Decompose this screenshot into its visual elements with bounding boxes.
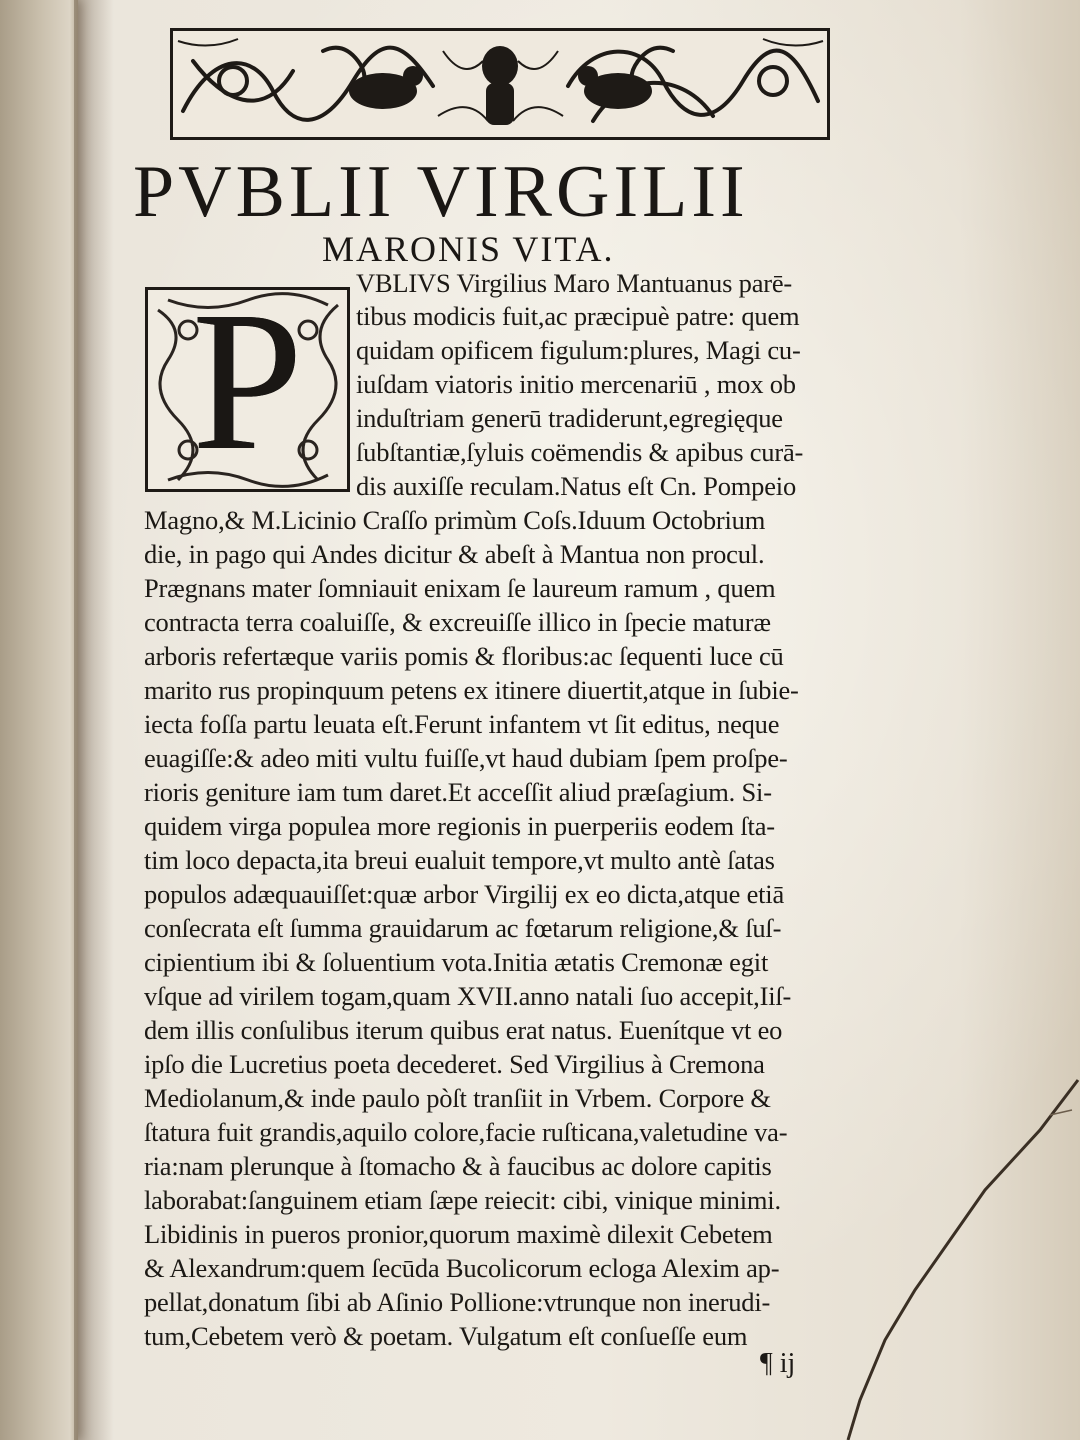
text-line: ſtatura fuit grandis,aquilo colore,facie ruſticana,valetudine va- [144, 1117, 788, 1147]
text-line: euagiſſe:& adeo miti vultu fuiſſe,vt haud dubiam ſpem proſpe- [144, 743, 788, 773]
text-line: quidam opificem figulum:plures, Magi cu- [356, 335, 801, 365]
text-line: iecta foſſa partu leuata eſt.Ferunt infantem vt ſit editus, neque [144, 709, 780, 739]
text-line: ria:nam plerunque à ſtomacho & à faucibus ac dolore capitis [144, 1151, 772, 1181]
text-line: dis auxiſſe reculam.Natus eſt Cn. Pompeio [356, 471, 797, 501]
text-line: VBLIVS Virgilius Maro Mantuanus parē- [356, 268, 793, 298]
text-line: Prægnans mater ſomniauit enixam ſe laureum ramum , quem [144, 573, 776, 603]
text-line: quidem virga populea more regionis in puerperiis eodem ſta- [144, 811, 775, 841]
text-line: tibus modicis fuit,ac præcipuè patre: quem [356, 301, 800, 331]
text-line: ſubſtantiæ,ſyluis coëmendis & apibus curā- [356, 437, 804, 467]
initial-letter: P [191, 287, 304, 492]
text-line: iuſdam viatoris initio mercenariū , mox ob [356, 369, 796, 399]
text-line: Mediolanum,& inde paulo pòſt tranſiit in Vrbem. Corpore & [144, 1083, 771, 1113]
signature-mark: ¶ ij [760, 1348, 796, 1379]
text-line: die, in pago qui Andes dicitur & abeſt à Mantua non procul. [144, 539, 765, 569]
text-line: Libidinis in pueros pronior,quorum maximè dilexit Cebetem [144, 1219, 773, 1249]
text-line: marito rus propinquum petens ex itinere diuertit,atque in ſubie- [144, 675, 799, 705]
text-line: dem illis conſulibus iterum quibus erat natus. Euenítque vt eo [144, 1015, 783, 1045]
text-line: rioris geniture iam tum daret.Et acceſſit aliud præſagium. Si- [144, 777, 772, 807]
text-line: ipſo die Lucretius poeta decederet. Sed Virgilius à Cremona [144, 1049, 765, 1079]
text-line: conſecrata eſt ſumma grauidarum ac fœtarum religione,& ſuſ- [144, 913, 782, 943]
text-line: tim loco depacta,ita breui eualuit tempore,vt multo antè ſatas [144, 845, 775, 875]
text-line: & Alexandrum:quem ſecūda Bucolicorum ecloga Alexim ap- [144, 1253, 780, 1283]
page-title: PVBLII VIRGILII [133, 151, 749, 233]
text-line: vſque ad virilem togam,quam XVII.anno natali ſuo accepit,Iiſ- [144, 981, 792, 1011]
text-line: populos adæquauiſſet:quæ arbor Virgilij ex eo dicta,atque etiā [144, 879, 785, 909]
text-line: cipientium ibi & ſoluentium vota.Initia ætatis Cremonæ egit [144, 947, 769, 977]
text-line: Magno,& M.Licinio Craſſo primùm Coſs.Iduum Octobrium [144, 505, 766, 535]
text-line: tum,Cebetem verò & poetam. Vulgatum eſt conſueſſe eum [144, 1321, 748, 1351]
text-line: pellat,donatum ſibi ab Aſinio Pollione:vtrunque non inerudi- [144, 1287, 771, 1317]
text-line: laborabat:ſanguinem etiam ſæpe reiecit: cibi, vinique minimi. [144, 1185, 781, 1215]
text-line: contracta terra coaluiſſe, & excreuiſſe illico in ſpecie maturæ [144, 607, 771, 637]
text-line: induſtriam generū tradiderunt,egregięque [356, 403, 783, 433]
page-subtitle: MARONIS VITA. [322, 229, 615, 269]
text-line: arboris refertæque variis pomis & floribus:ac ſequenti luce cū [144, 641, 784, 671]
